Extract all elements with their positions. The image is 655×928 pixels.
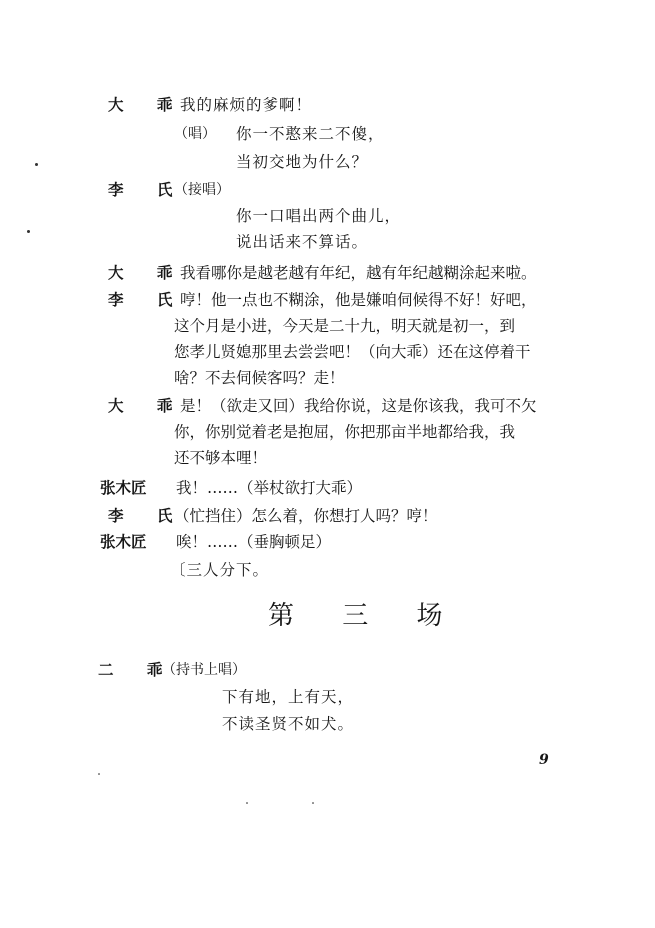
speaker-label: 李 氏	[108, 180, 187, 199]
stage-direction: （唱）	[174, 126, 216, 142]
dialogue-line: 我的麻烦的爹啊！	[180, 96, 313, 114]
scan-speck	[98, 773, 100, 775]
verse-line: 当初交地为什么？	[236, 153, 369, 171]
dialogue-line: 还不够本哩！	[174, 449, 268, 467]
margin-dot	[27, 230, 30, 233]
speaker-label: 大 乖	[108, 396, 187, 415]
speaker-label: 二 乖	[98, 660, 177, 679]
speaker-label: 张木匠	[100, 532, 147, 551]
margin-dot	[35, 163, 38, 166]
dialogue-line: 哼！他一点也不糊涂，他是嫌咱伺候得不好！好吧，	[180, 291, 537, 309]
verse-line: 你一口唱出两个曲儿，	[236, 207, 402, 225]
dialogue-line: 是！（欲走又回）我给你说，这是你该我，我可不欠	[180, 397, 537, 415]
speaker-label: 大 乖	[108, 95, 187, 114]
scan-speck	[246, 802, 248, 804]
speaker-label: 李 氏	[108, 290, 187, 309]
dialogue-line: 我看哪你是越老越有年纪，越有年纪越糊涂起来啦。	[180, 264, 537, 282]
page-number: 9	[539, 752, 549, 768]
speaker-label: 李 氏	[108, 506, 187, 525]
stage-direction: 〔三人分下。	[170, 561, 270, 579]
speaker-label: 张木匠	[100, 478, 147, 497]
scene-heading: 第 三 场	[268, 601, 463, 631]
dialogue-line: 这个月是小进，今天是二十九，明天就是初一，到	[174, 317, 516, 335]
dialogue-line: 你，你别觉着老是抱屈，你把那亩半地都给我，我	[174, 423, 516, 441]
verse-line: 说出话来不算话。	[236, 233, 369, 251]
scan-speck	[312, 802, 314, 804]
verse-line: 不读圣贤不如犬。	[222, 715, 355, 733]
dialogue-line: 您孝儿贤媳那里去尝尝吧！（向大乖）还在这停着干	[174, 343, 531, 361]
verse-line: 下有地，上有天，	[222, 688, 355, 706]
dialogue-line: 我！……（举杖欲打大乖）	[176, 479, 363, 497]
verse-line: 你一不憨来二不傻，	[236, 125, 385, 143]
dialogue-line: （忙挡住）怎么着，你想打人吗？哼！	[174, 507, 438, 525]
dialogue-line: 啥？不去伺候客吗？走！	[174, 369, 345, 387]
dialogue-line: 唉！……（垂胸顿足）	[176, 533, 332, 551]
stage-direction: （接唱）	[174, 182, 230, 198]
stage-direction: （持书上唱）	[162, 662, 246, 678]
speaker-label: 大 乖	[108, 263, 187, 282]
